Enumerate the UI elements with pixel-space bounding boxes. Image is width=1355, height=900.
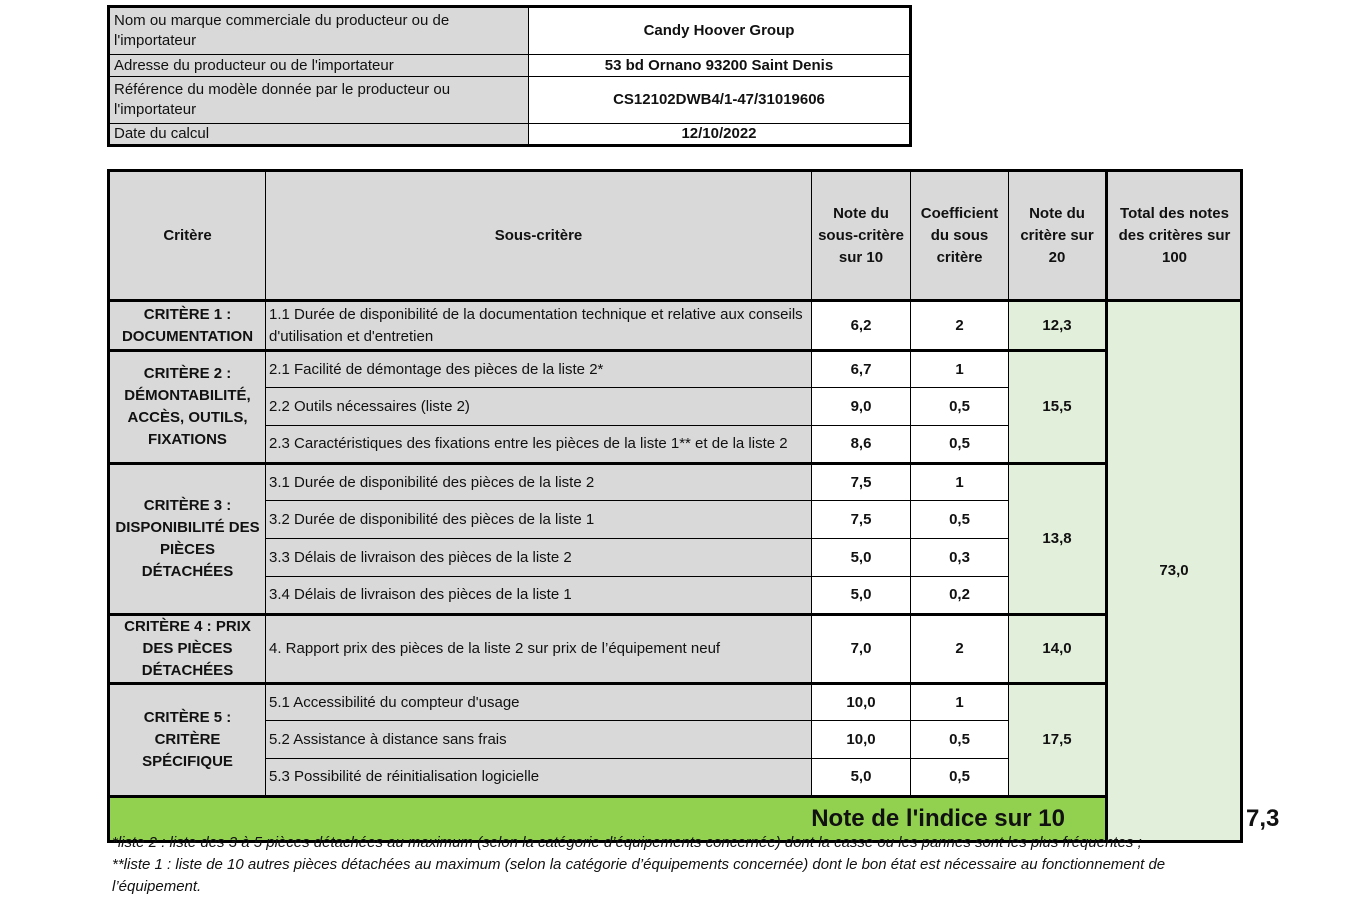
critere-2-name: CRITÈRE 2 : DÉMONTABILITÉ, ACCÈS, OUTILS, FIXATIONS (109, 351, 266, 464)
sub-1-1-coef: 2 (911, 301, 1009, 351)
critere-5-note: 17,5 (1009, 684, 1107, 797)
critere-4-name: CRITÈRE 4 : PRIX DES PIÈCES DÉTACHÉES (109, 615, 266, 684)
critere-5-name: CRITÈRE 5 : CRITÈRE SPÉCIFIQUE (109, 684, 266, 797)
model-reference-value: CS12102DWB4/1-47/31019606 (529, 77, 911, 124)
producer-address-label: Adresse du producteur ou de l'importateur (109, 55, 529, 77)
sub-5-3-note: 5,0 (812, 759, 911, 797)
critere-2-note: 15,5 (1009, 351, 1107, 464)
sub-5-3-coef: 0,5 (911, 759, 1009, 797)
critere-1-note: 12,3 (1009, 301, 1107, 351)
sub-2-1-note: 6,7 (812, 351, 911, 388)
sub-5-1-label: 5.1 Accessibilité du compteur d'usage (266, 684, 812, 721)
sub-3-2-label: 3.2 Durée de disponibilité des pièces de la liste 1 (266, 501, 812, 539)
producer-info-table (107, 5, 912, 147)
critere-3-note: 13,8 (1009, 464, 1107, 615)
critere-1-name: CRITÈRE 1 : DOCUMENTATION (109, 301, 266, 351)
sub-4-note: 7,0 (812, 615, 911, 684)
sub-3-1-note: 7,5 (812, 464, 911, 501)
sub-1-1-label: 1.1 Durée de disponibilité de la documentation technique et relative aux conseils d'utilisation et d'entretien (266, 301, 812, 351)
critere-3-name: CRITÈRE 3 : DISPONIBILITÉ DES PIÈCES DÉTACHÉES (109, 464, 266, 615)
sub-3-2-note: 7,5 (812, 501, 911, 539)
total-score: 73,0 (1107, 301, 1242, 842)
footnotes (112, 832, 1212, 898)
sub-3-1-label: 3.1 Durée de disponibilité des pièces de la liste 2 (266, 464, 812, 501)
header-sous-critere: Sous-critère (266, 171, 812, 301)
footnote-liste-1: **liste 1 : liste de 10 autres pièces détachées au maximum (selon la catégorie d’équipements concernée) dont le bon état est nécessaire au fonctionnement de l’équipement. (112, 856, 1166, 895)
sub-2-1-label: 2.1 Facilité de démontage des pièces de la liste 2* (266, 351, 812, 388)
final-score-label: Note de l'indice sur 10 (109, 797, 1107, 842)
sub-5-1-coef: 1 (911, 684, 1009, 721)
model-reference-label: Référence du modèle donnée par le producteur ou l'importateur (109, 77, 529, 124)
sub-5-2-label: 5.2 Assistance à distance sans frais (266, 721, 812, 759)
calc-date-value: 12/10/2022 (529, 124, 911, 146)
sub-5-1-note: 10,0 (812, 684, 911, 721)
sub-3-2-coef: 0,5 (911, 501, 1009, 539)
header-coefficient: Coefficient du sous critère (911, 171, 1009, 301)
repairability-score-table: Critère Sous-critère Note du sous-critère sur 10 Coefficient du sous critère Note du critère sur 20 Total des notes des critères sur 100 CRITÈRE 1 : DOCUMENTATION 1.1 Durée de disponibilité de la documentation technique et relative aux conseils d'utilisation et d'entretien 6,2 2 12,3 73,0 CRITÈRE 2 : DÉMONTABILITÉ, ACCÈS, OUTILS, FIXATIONS 2.1 Facilité de démontage des pièces de la liste 2* 6,7 1 15,5 2.2 Outils nécessaires (liste 2) 9,0 0,5 2.3 Caractéristiques des fixations entre les pièces de la liste 1** et de la liste 2 8,6 0,5 CRITÈRE 3 : DISPONIBILITÉ DES PIÈCES DÉTACHÉES 3.1 Durée de disponibilité des pièces de la liste 2 7,5 1 13,8 3.2 Durée de disponibilité des pièces de la liste 1 7,5 0,5 3.3 Délais de livraison des pièces de la liste 2 5,0 0,3 3.4 Délais de livraison des pièces de la liste 1 5,0 0,2 CRITÈRE 4 : PRIX DES PIÈCES DÉTACHÉES 4. Rapport prix des pièces de la liste 2 sur prix de l’équipement neuf 7,0 2 14,0 CRITÈRE 5 : CRITÈRE SPÉCIFIQUE 5.1 Accessibilité du compteur d'usage 10,0 1 17,5 5.2 Assistance à distance sans frais 10,0 0,5 5.3 Possibilité de réinitialisation logicielle 5,0 0,5 Note de l'indice sur 10 7,3 (107, 169, 1243, 843)
sub-2-3-coef: 0,5 (911, 426, 1009, 464)
footnote-liste-2: *liste 2 : liste des 3 à 5 pièces détachées au maximum (selon la catégorie d’équipements concernée) dont la casse ou les pannes sont les plus fréquentes ; (112, 834, 1142, 851)
producer-name-label: Nom ou marque commerciale du producteur ou de l'importateur (109, 7, 529, 55)
sub-2-1-coef: 1 (911, 351, 1009, 388)
header-total: Total des notes des critères sur 100 (1107, 171, 1242, 301)
critere-4-note: 14,0 (1009, 615, 1107, 684)
sub-2-2-coef: 0,5 (911, 388, 1009, 426)
sub-2-3-note: 8,6 (812, 426, 911, 464)
producer-name-value: Candy Hoover Group (529, 7, 911, 55)
sub-3-4-note: 5,0 (812, 577, 911, 615)
sub-1-1-note: 6,2 (812, 301, 911, 351)
sub-3-4-label: 3.4 Délais de livraison des pièces de la liste 1 (266, 577, 812, 615)
sub-3-3-label: 3.3 Délais de livraison des pièces de la liste 2 (266, 539, 812, 577)
sub-5-2-coef: 0,5 (911, 721, 1009, 759)
sub-3-1-coef: 1 (911, 464, 1009, 501)
sub-2-3-label: 2.3 Caractéristiques des fixations entre les pièces de la liste 1** et de la liste 2 (266, 426, 812, 464)
sub-3-4-coef: 0,2 (911, 577, 1009, 615)
sub-5-2-note: 10,0 (812, 721, 911, 759)
sub-3-3-coef: 0,3 (911, 539, 1009, 577)
sub-4-coef: 2 (911, 615, 1009, 684)
sub-2-2-note: 9,0 (812, 388, 911, 426)
header-note-critere: Note du critère sur 20 (1009, 171, 1107, 301)
header-note-sous-critere: Note du sous-critère sur 10 (812, 171, 911, 301)
sub-2-2-label: 2.2 Outils nécessaires (liste 2) (266, 388, 812, 426)
calc-date-label: Date du calcul (109, 124, 529, 146)
header-critere: Critère (109, 171, 266, 301)
sub-3-3-note: 5,0 (812, 539, 911, 577)
producer-address-value: 53 bd Ornano 93200 Saint Denis (529, 55, 911, 77)
sub-4-label: 4. Rapport prix des pièces de la liste 2 sur prix de l’équipement neuf (266, 615, 812, 684)
sub-5-3-label: 5.3 Possibilité de réinitialisation logicielle (266, 759, 812, 797)
